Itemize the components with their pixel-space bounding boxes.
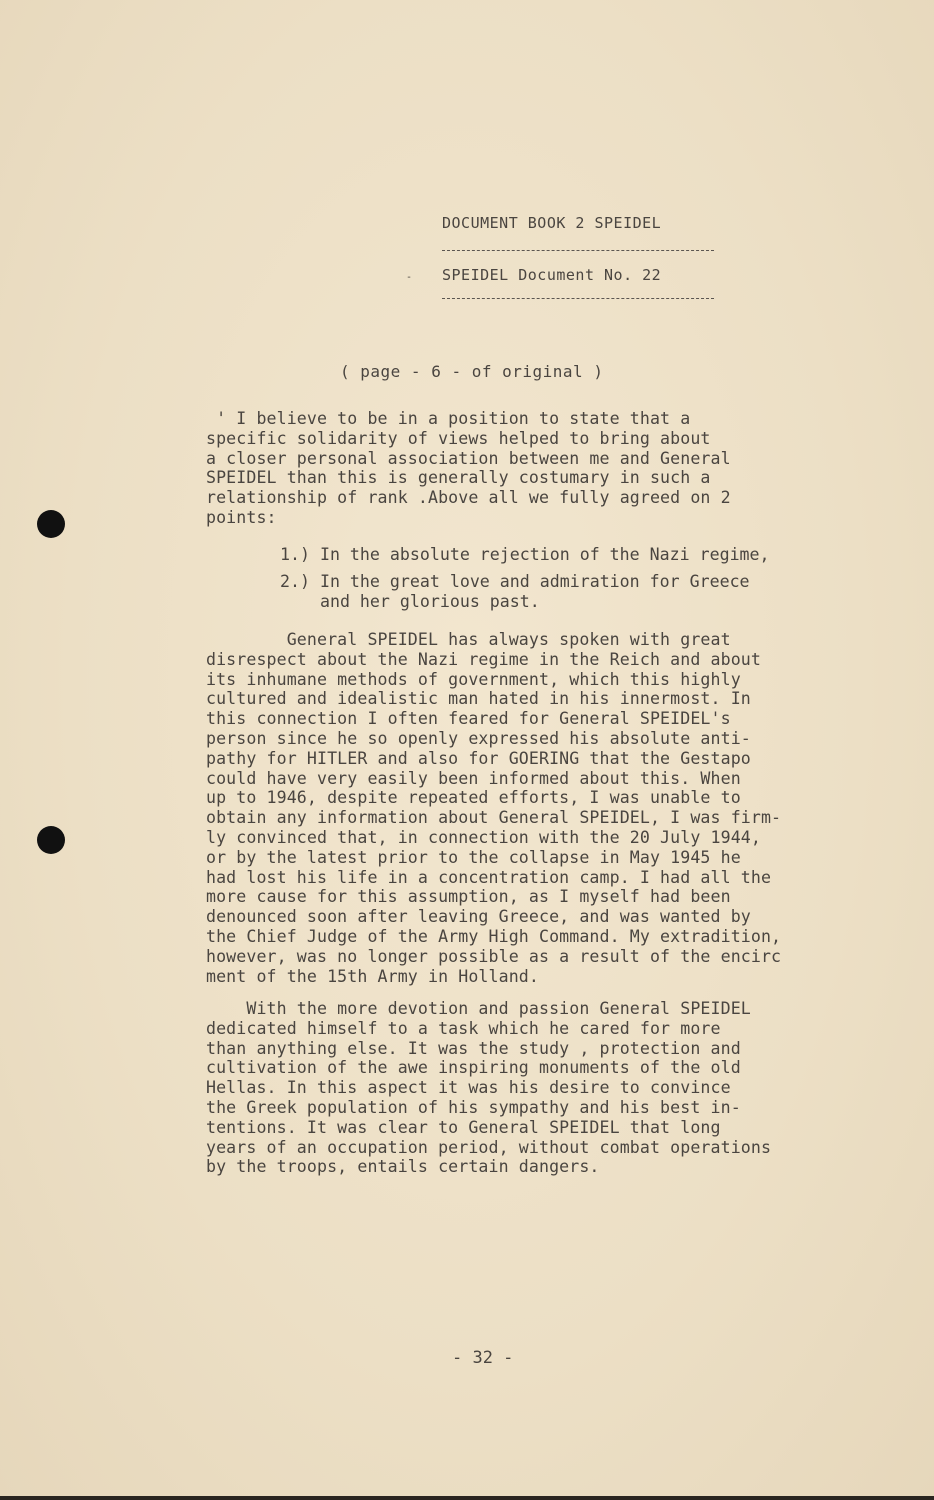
header-divider-bottom xyxy=(442,298,714,299)
paragraph-2: General SPEIDEL has always spoken with great disrespect about the Nazi regime in the Reich and about its inhumane methods of government, which this highly cultured and idealistic man hated in his innermost. In this connection I often feared for General SPEIDEL's person since he so openly expressed his absolute anti- pathy for HITLER and also for GOERING that the Gestapo could have very easily been informed about this. When up to 1946, despite repeated efforts, I was unable to obtain any information about General SPEIDEL, I was firm- ly convinced that, in connection with the 20 July 1944, or by the latest prior to the collapse in May 1945 he had lost his life in a concentration camp. I had all the more cause for this assumption, as I myself had been denounced soon after leaving Greece, and was wanted by the Chief Judge of the Army High Command. My extradition, however, was no longer possible as a result of the encirc ment of the 15th Army in Holland. xyxy=(206,630,782,986)
punch-hole-top xyxy=(37,510,65,538)
document-number: SPEIDEL Document No. 22 xyxy=(442,266,662,284)
scan-edge xyxy=(0,1496,934,1500)
original-page-reference: ( page - 6 - of original ) xyxy=(340,362,604,381)
punch-hole-bottom xyxy=(37,826,65,854)
paragraph-1: ' I believe to be in a position to state that a specific solidarity of views helped to bring about a closer personal association between me and General SPEIDEL than this is generally costumary in such a relationship of rank .Above all we fully agreed on 2 points: xyxy=(206,409,731,527)
page-number: - 32 - xyxy=(452,1348,514,1368)
agreement-point-1: 1.) In the absolute rejection of the Nazi regime, xyxy=(280,545,770,564)
margin-tick: - xyxy=(406,272,413,283)
paragraph-3: With the more devotion and passion General SPEIDEL dedicated himself to a task which he cared for more than anything else. It was the study , protection and cultivation of the awe inspiring monuments of the old Hellas. In this aspect it was his desire to convince the Greek population of his sympathy and his best in- tentions. It was clear to General SPEIDEL that long years of an occupation period, without combat operations by the troops, entails certain dangers. xyxy=(206,999,772,1177)
header-divider-top xyxy=(442,250,714,251)
agreement-point-2: 2.) In the great love and admiration for Greece and her glorious past. xyxy=(280,572,750,611)
book-title: DOCUMENT BOOK 2 SPEIDEL xyxy=(442,214,662,232)
